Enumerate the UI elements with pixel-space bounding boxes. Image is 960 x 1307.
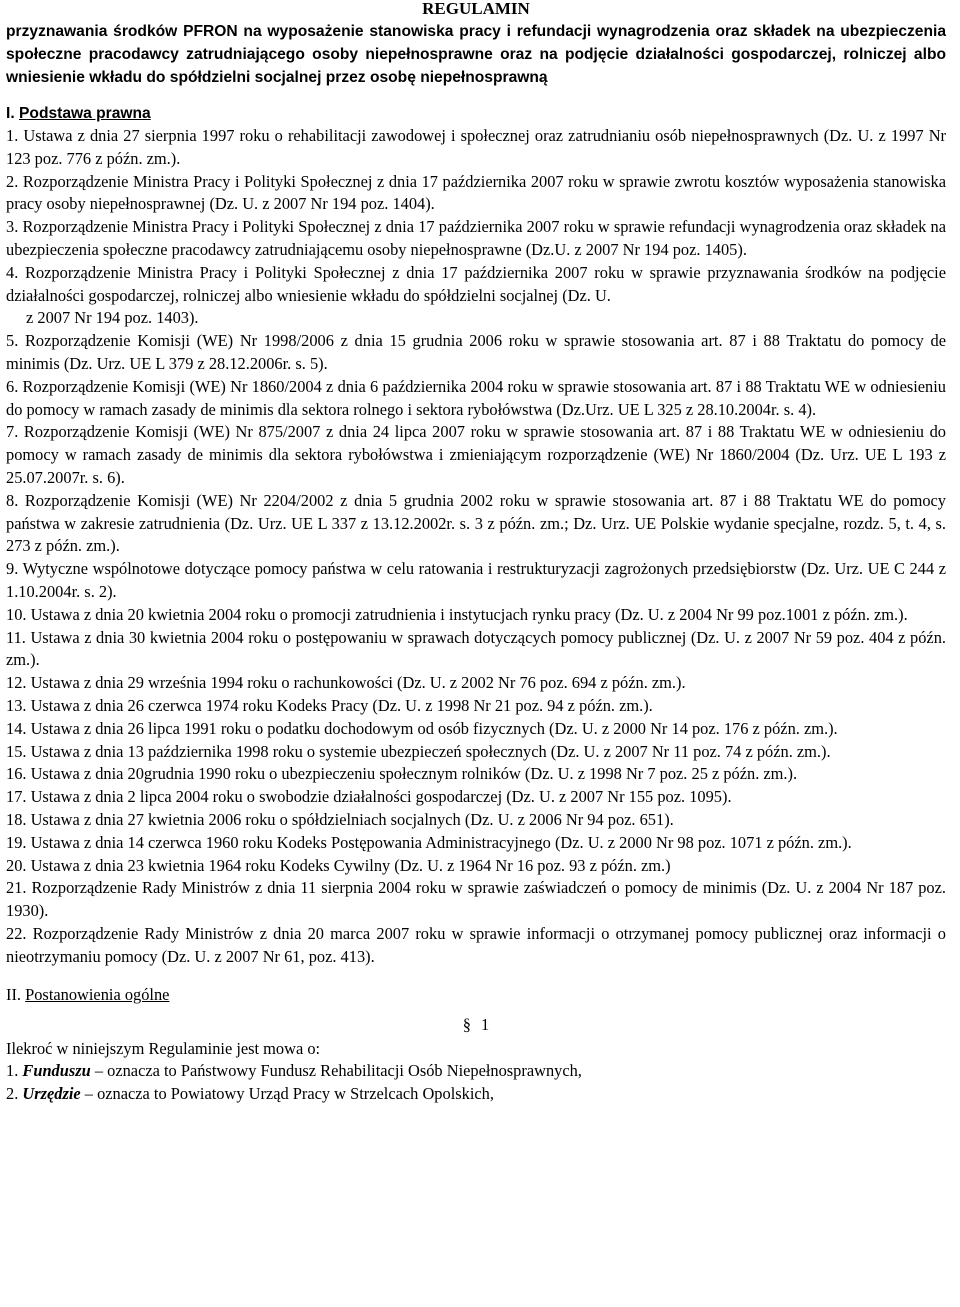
- definition-item: [6, 1083, 946, 1106]
- document-title: REGULAMIN: [422, 0, 530, 18]
- legal-basis-list: [6, 125, 946, 968]
- paragraph-symbol: §: [462, 1015, 471, 1035]
- section-heading-legal-basis: [6, 103, 946, 125]
- list-item: 19. Ustawa z dnia 14 czerwca 1960 roku Kodeks Postępowania Administracyjnego (Dz. U. z 2000 Nr 98 poz. 1071 z późn. zm.).: [6, 832, 852, 852]
- list-item: 3. Rozporządzenie Ministra Pracy i Polityki Społecznej z dnia 17 października 2007 roku w sprawie refundacji wynagrodzenia oraz składek na ubezpieczenia społeczne pracodawcy zatrudniającemu osoby niepełnosprawne (Dz.U. z 2007 Nr 194 poz. 1405).: [6, 217, 946, 259]
- list-item: 16. Ustawa z dnia 20grudnia 1990 roku o ubezpieczeniu społecznym rolników (Dz. U. z 1998 Nr 7 poz. 25 z późn. zm.).: [6, 764, 798, 784]
- section-heading-general-provisions: [6, 984, 946, 1006]
- list-item: 14. Ustawa z dnia 26 lipca 1991 roku o podatku dochodowym od osób fizycznych (Dz. U. z 2000 Nr 14 poz. 176 z późn. zm.).: [6, 718, 838, 738]
- list-item: 7. Rozporządzenie Komisji (WE) Nr 875/2007 z dnia 24 lipca 2007 roku w sprawie stosowania art. 87 i 88 Traktatu WE w odniesieniu do pomocy w ramach zasady de minimis dla sektora rybołówstwa i zmieniającym rozporządzenie (WE) Nr 1860/2004 (Dz. Urz. UE L 193 z 25.07.2007r. s. 6).: [6, 422, 946, 487]
- list-item: 1. Ustawa z dnia 27 sierpnia 1997 roku o rehabilitacji zawodowej i społecznej oraz zatrudnianiu osób niepełnosprawnych (Dz. U. z 1997 Nr 123 poz. 776 z późn. zm.).: [6, 126, 946, 168]
- definitions-intro: Ilekroć w niniejszym Regulaminie jest mowa o:: [6, 1039, 321, 1059]
- definition-term: Urzędzie: [22, 1083, 81, 1103]
- definition-term: Funduszu: [22, 1061, 91, 1081]
- list-item: 18. Ustawa z dnia 27 kwietnia 2006 roku o spółdzielniach socjalnych (Dz. U. z 2006 Nr 94 poz. 651).: [6, 809, 674, 829]
- list-item: 11. Ustawa z dnia 30 kwietnia 2004 roku o postępowaniu w sprawach dotyczących pomocy publicznej (Dz. U. z 2007 Nr 59 poz. 404 z późn. zm.).: [6, 627, 946, 670]
- list-item: [6, 262, 946, 330]
- definition-item: [6, 1060, 946, 1083]
- list-item: 2. Rozporządzenie Ministra Pracy i Polityki Społecznej z dnia 17 października 2007 roku w sprawie zwrotu kosztów wyposażenia stanowiska pracy osoby niepełnosprawnej (Dz. U. z 2007 Nr 194 poz. 1404).: [6, 171, 946, 214]
- definition-text: – oznacza to Państwowy Fundusz Rehabilitacji Osób Niepełnosprawnych,: [90, 1061, 582, 1081]
- document-subtitle: przyznawania środków PFRON na wyposażenie stanowiska pracy i refundacji wynagrodzenia oraz składek na ubezpieczenia społeczne pracodawcy zatrudniającego osoby niepełnosprawne oraz na podjęcie działalności gospodarczej, rolniczej albo wniesienie wkładu do spółdzielni socjalnej przez osobę niepełnosprawną: [6, 23, 946, 86]
- section-number: I.: [6, 105, 15, 122]
- list-item: 9. Wytyczne wspólnotowe dotyczące pomocy państwa w celu ratowania i restrukturyzacji zagrożonych przedsiębiorstw (Dz. Urz. UE C 244 z 1.10.2004r. s. 2).: [6, 559, 946, 601]
- section-title: Postanowienia ogólne: [25, 985, 170, 1005]
- definition-text: – oznacza to Powiatowy Urząd Pracy w Strzelcach Opolskich,: [80, 1083, 494, 1103]
- paragraph-number: 1: [481, 1015, 490, 1035]
- list-item: 12. Ustawa z dnia 29 września 1994 roku o rachunkowości (Dz. U. z 2002 Nr 76 poz. 694 z późn. zm.).: [6, 673, 686, 693]
- section-number: II.: [6, 985, 22, 1005]
- definition-number: 1.: [6, 1061, 23, 1081]
- list-item-text: 4. Rozporządzenie Ministra Pracy i Polityki Społecznej z dnia 17 października 2007 roku w sprawie przyznawania środków na podjęcie działalności gospodarczej, rolniczej albo wniesienie wkładu do spółdzielni socjalnej (Dz. U.: [6, 262, 946, 305]
- list-item: 15. Ustawa z dnia 13 października 1998 roku o systemie ubezpieczeń społecznych (Dz. U. z 2007 Nr 11 poz. 74 z późn. zm.).: [6, 741, 831, 761]
- list-item: 6. Rozporządzenie Komisji (WE) Nr 1860/2004 z dnia 6 października 2004 roku w sprawie stosowania art. 87 i 88 Traktatu WE w odniesieniu do pomocy w ramach zasady de minimis dla sektora rolnego i sektora rybołówstwa (Dz.Urz. UE L 325 z 28.10.2004r. s. 4).: [6, 376, 946, 419]
- list-item: 8. Rozporządzenie Komisji (WE) Nr 2204/2002 z dnia 5 grudnia 2002 roku w sprawie stosowania art. 87 i 88 Traktatu WE do pomocy państwa w zakresie zatrudnienia (Dz. Urz. UE L 337 z 13.12.2002r. s. 3 z późn. zm.; Dz. Urz. UE Polskie wydanie specjalne, rozdz. 5, t. 4, s. 273 z późn. zm.).: [6, 490, 946, 556]
- list-item: 17. Ustawa z dnia 2 lipca 2004 roku o swobodzie działalności gospodarczej (Dz. U. z 2007 Nr 155 poz. 1095).: [6, 787, 732, 807]
- paragraph-marker: [6, 1014, 946, 1036]
- list-item: 10. Ustawa z dnia 20 kwietnia 2004 roku o promocji zatrudnienia i instytucjach rynku pracy (Dz. U. z 2004 Nr 99 poz.1001 z późn. zm.).: [6, 604, 908, 624]
- list-item: 22. Rozporządzenie Rady Ministrów z dnia 20 marca 2007 roku w sprawie informacji o otrzymanej pomocy publicznej oraz informacji o nieotrzymaniu pomocy (Dz. U. z 2007 Nr 61, poz. 413).: [6, 923, 946, 966]
- list-item: 20. Ustawa z dnia 23 kwietnia 1964 roku Kodeks Cywilny (Dz. U. z 1964 Nr 16 poz. 93 z późn. zm.): [6, 855, 671, 875]
- list-item: 13. Ustawa z dnia 26 czerwca 1974 roku Kodeks Pracy (Dz. U. z 1998 Nr 21 poz. 94 z późn. zm.).: [6, 695, 653, 715]
- definition-number: 2.: [6, 1083, 23, 1103]
- list-item: 21. Rozporządzenie Rady Ministrów z dnia 11 sierpnia 2004 roku w sprawie zaświadczeń o pomocy de minimis (Dz. U. z 2004 Nr 187 poz. 1930).: [6, 878, 946, 921]
- list-item: 5. Rozporządzenie Komisji (WE) Nr 1998/2006 z dnia 15 grudnia 2006 roku w sprawie stosowania art. 87 i 88 Traktatu do pomocy de minimis (Dz. Urz. UE L 379 z 28.12.2006r. s. 5).: [6, 331, 946, 373]
- section-title: Podstawa prawna: [19, 105, 151, 122]
- list-item-continuation: z 2007 Nr 194 poz. 1403).: [26, 308, 199, 328]
